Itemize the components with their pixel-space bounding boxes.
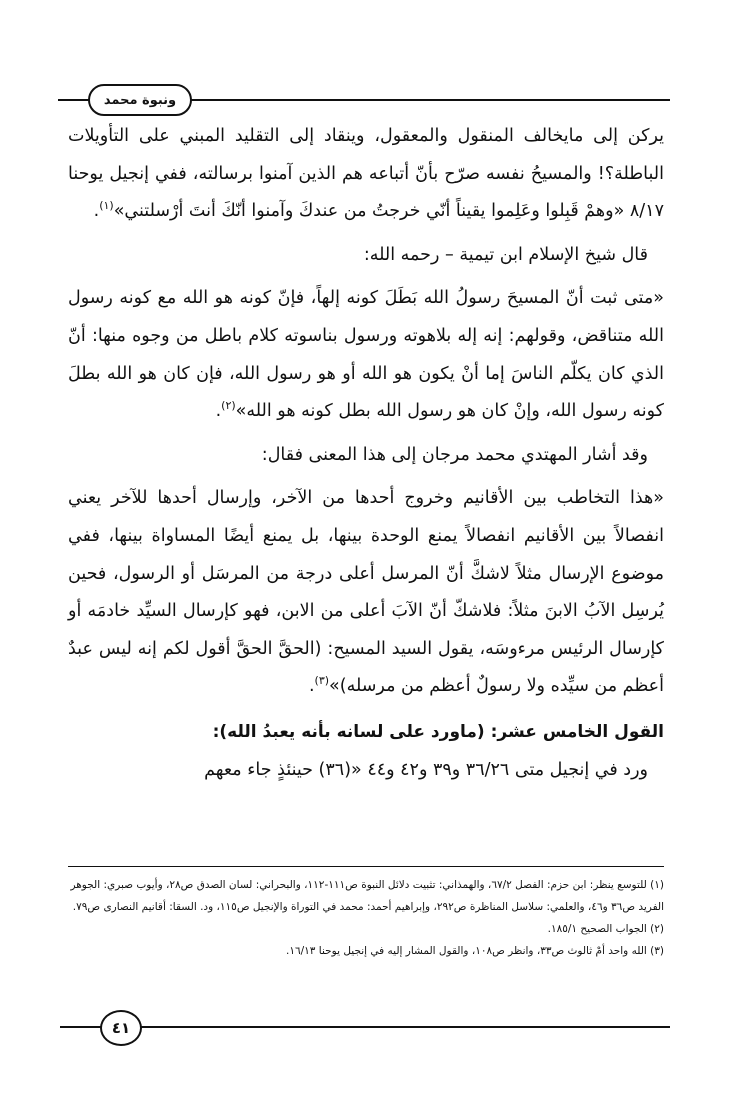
- paragraph-1-end: .: [93, 201, 100, 222]
- footnote-1: (١) للتوسع ينظر: ابن حزم: الفصل ٦٧/٢، والهمذاني: تثبيت دلائل النبوة ص١١١-١١٢، والبحراني: لسان الصدق ص٢٨، وأيوب صبري: الجوهر الفريد ص٣٦ و٤٦، والعلمي: سلاسل المناظرة ص٢٩٢، وإبراهيم أحمد: محمد في التوراة والإنجيل ص١١٥، ود. السقا: أقانيم النصارى ص٧٩.: [70, 879, 664, 913]
- footnote-ref-1: (١): [99, 199, 114, 213]
- section-heading: القول الخامس عشر: (ماورد على لسانه بأنه يعبدُ الله):: [212, 721, 664, 742]
- paragraph-2: قال شيخ الإسلام ابن تيمية – رحمه الله:: [363, 244, 648, 265]
- paragraph-5-end: .: [308, 676, 315, 697]
- paragraph-3-text: «متى ثبت أنّ المسيحَ رسولُ الله بَطَلَ كونه إلهاً، فإنّ كونه هو الله مع كونه رسول الله متناقض، وقولهم: إنه إله بلاهوته ورسول بناسوته كلام باطل من وجوه منها: أنّ الذي كان يكلّم الناسَ إما أنْ يكون هو الله أو هو رسول الله، فإن كان هو الله بطلَ كونه رسول الله، وإنْ كان هو رسول الله بطل كونه هو الله»: [68, 288, 664, 422]
- paragraph-1: [68, 118, 664, 231]
- paragraph-6: ورد في إنجيل متى ٣٦/٢٦ و٣٩ و٤٢ و٤٤ «(٣٦) حينئذٍ جاء معهم: [204, 759, 648, 780]
- page-number: ٤١: [100, 1010, 142, 1046]
- running-title: ونبوة محمد: [88, 84, 192, 116]
- paragraph-1-text: يركن إلى مايخالف المنقول والمعقول، وينقاد إلى التقليد المبني على التأويلات الباطلة؟! والمسيحُ نفسه صرّح بأنّ أتباعه هم الذين آمنوا برسالته، ففي إنجيل يوحنا ٨/١٧ «وهمْ قَبِلوا وعَلِموا يقيناً أنّي خرجتُ من عندكَ وآمنوا أنّكَ أنتَ أرْسلتني»: [68, 126, 664, 222]
- footnote-2: (٢) الجواب الصحيح ١٨٥/١.: [547, 923, 664, 935]
- footnote-3: (٣) الله واحد أمْ ثالوث ص٣٣، وانظر ص١٠٨، والقول المشار إليه في إنجيل يوحنا ١٦/١٣.: [286, 945, 664, 957]
- paragraph-5-text: «هذا التخاطب بين الأقانيم وخروج أحدها من الآخر، وإرسال أحدها للآخر يعني انفصالاً بين الأقانيم انفصالاً يمنع الوحدة بينها، بل يمنع أيضًا المساواة بينها، ففي موضوع الإرسال مثلاً لاشكَّ أنّ المرسل أعلى درجة من المرسَل أو الرسول، فحين يُرسِل الآبُ الابنَ مثلاً: فلاشكّ أنّ الآبَ أعلى من الابن، فهو كإرسال السيِّد خادمَه أو كإرسال الرئيس مرءوسَه، يقول السيد المسيح: (الحقَّ الحقَّ أقول لكم إنه ليس عبدٌ أعظم من سيِّده ولا رسولٌ أعظم من مرسله)»: [68, 488, 664, 697]
- paragraph-5: [68, 480, 664, 706]
- footnote-ref-2: (٢): [221, 399, 236, 413]
- footnote-ref-3: (٣): [314, 674, 330, 688]
- footer-rule: [60, 1026, 670, 1028]
- paragraph-4: وقد أشار المهتدي محمد مرجان إلى هذا المعنى فقال:: [261, 444, 648, 465]
- body-text: [68, 118, 664, 789]
- paragraph-3: [68, 280, 664, 430]
- footnote-separator: [68, 866, 664, 867]
- footnotes: [68, 874, 664, 962]
- paragraph-3-end: .: [215, 401, 222, 422]
